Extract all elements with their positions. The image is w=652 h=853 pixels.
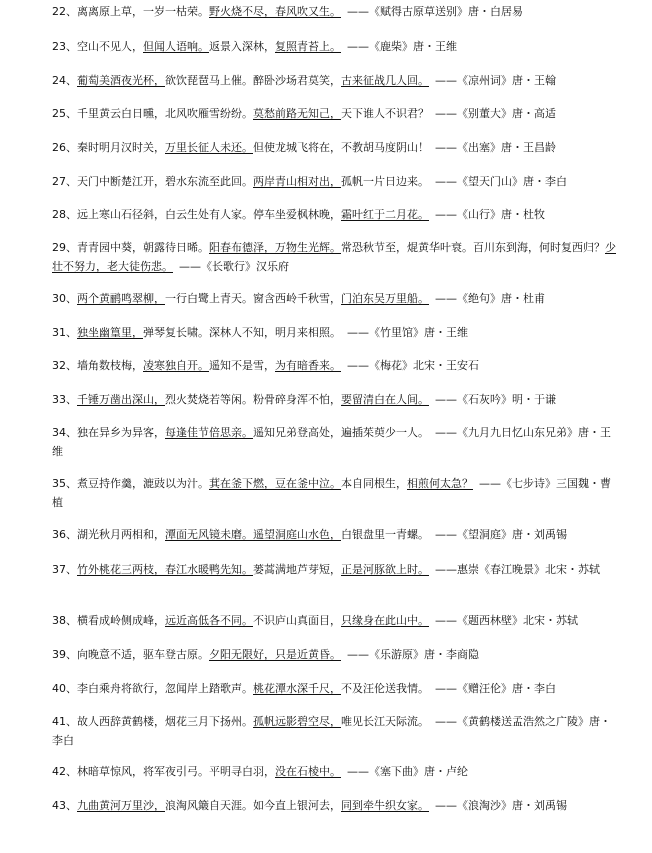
underlined-line: 凌寒独自开。 bbox=[143, 359, 209, 372]
underlined-line: 独坐幽篁里， bbox=[77, 326, 143, 339]
underlined-line: 远近高低各不同。 bbox=[165, 614, 253, 627]
poem-number: 30、 bbox=[52, 292, 77, 305]
poem-source: ——《塞下曲》唐・卢纶 bbox=[347, 765, 468, 778]
poem-number: 34、 bbox=[52, 426, 77, 439]
poem-source: ——《竹里馆》唐・王维 bbox=[347, 326, 468, 339]
underlined-line: 遥望洞庭山水色， bbox=[253, 528, 341, 541]
poem-number: 23、 bbox=[52, 40, 77, 53]
poem-text: 常恐秋节至，焜黄华叶衰。百川东到海，何时复西归？ bbox=[341, 241, 605, 254]
poem-number: 29、 bbox=[52, 241, 77, 254]
poem-number: 40、 bbox=[52, 682, 77, 695]
underlined-line: 潭面无风镜未磨。 bbox=[165, 528, 253, 541]
underlined-line: 正是河豚欲上时。 bbox=[341, 563, 429, 576]
poem-source: ——《凉州词》唐・王翰 bbox=[435, 74, 556, 87]
poem-text: 天门中断楚江开，碧水东流至此回。 bbox=[77, 175, 253, 188]
poem-entry bbox=[52, 289, 618, 308]
poem-text: 遥知不是雪， bbox=[209, 359, 275, 372]
poem-text: 独在异乡为异客， bbox=[77, 426, 165, 439]
underlined-line: 两岸青山相对出， bbox=[253, 175, 341, 188]
underlined-line: 阳春布德泽，万物生光辉。 bbox=[209, 241, 341, 254]
underlined-line: 复照青苔上。 bbox=[275, 40, 341, 53]
poem-text: 但使龙城飞将在，不教胡马度阴山！ bbox=[253, 141, 429, 154]
underlined-line: 古来征战几人回。 bbox=[341, 74, 429, 87]
poem-entry bbox=[52, 525, 618, 544]
underlined-line: 相煎何太急？ bbox=[407, 477, 473, 490]
underlined-line: 孤帆远影碧空尽， bbox=[253, 715, 341, 728]
poem-number: 27、 bbox=[52, 175, 77, 188]
poem-text: 一行白鹭上青天。窗含西岭千秋雪， bbox=[165, 292, 341, 305]
poem-text: 不识庐山真面目， bbox=[253, 614, 341, 627]
poem-text: 欲饮琵琶马上催。醉卧沙场君莫笑， bbox=[165, 74, 341, 87]
poem-source: ——《望天门山》唐・李白 bbox=[435, 175, 567, 188]
underlined-line: 只缘身在此山中。 bbox=[341, 614, 429, 627]
poem-text: 弹琴复长啸。深林人不知，明月来相照。 bbox=[143, 326, 341, 339]
underlined-line: 春江水暖鸭先知。 bbox=[165, 563, 253, 576]
poem-number: 28、 bbox=[52, 208, 77, 221]
poem-entry bbox=[52, 762, 618, 781]
poem-text: 空山不见人， bbox=[77, 40, 143, 53]
poem-number: 33、 bbox=[52, 393, 77, 406]
poem-text: 烈火焚烧若等闲。粉骨碎身浑不怕， bbox=[165, 393, 341, 406]
underlined-line: 霜叶红于二月花。 bbox=[341, 208, 429, 221]
poem-entry bbox=[52, 796, 618, 815]
underlined-line: 葡萄美酒夜光杯， bbox=[77, 74, 165, 87]
underlined-line: 没在石棱中。 bbox=[275, 765, 341, 778]
poem-text: 蒌蒿满地芦芽短， bbox=[253, 563, 341, 576]
poem-entry bbox=[52, 104, 618, 123]
poem-source: ——《鹿柴》唐・王维 bbox=[347, 40, 457, 53]
poem-entry bbox=[52, 205, 618, 224]
poem-entry bbox=[52, 37, 618, 56]
poem-number: 37、 bbox=[52, 563, 77, 576]
poem-text: 青青园中葵，朝露待日晞。 bbox=[77, 241, 209, 254]
poem-number: 24、 bbox=[52, 74, 77, 87]
poem-text: 浪淘风簸自天涯。如今直上银河去， bbox=[165, 799, 341, 812]
poem-entry bbox=[52, 560, 618, 579]
poem-entry bbox=[52, 390, 618, 409]
poem-number: 22、 bbox=[52, 5, 77, 18]
poem-number: 43、 bbox=[52, 799, 77, 812]
underlined-line: 千锤万凿出深山， bbox=[77, 393, 165, 406]
poem-number: 42、 bbox=[52, 765, 77, 778]
poem-entry bbox=[52, 679, 618, 698]
poem-text: 墙角数枝梅， bbox=[77, 359, 143, 372]
poem-text: 白银盘里一青螺。 bbox=[341, 528, 429, 541]
poem-entry bbox=[52, 71, 618, 90]
poem-text: 向晚意不适，驱车登古原。 bbox=[77, 648, 209, 661]
poem-text: 故人西辞黄鹤楼，烟花三月下扬州。 bbox=[77, 715, 253, 728]
poem-entry bbox=[52, 645, 618, 664]
poem-source: ——《赠汪伦》唐・李白 bbox=[435, 682, 556, 695]
poem-source: ——《出塞》唐・王昌龄 bbox=[435, 141, 556, 154]
underlined-line: 竹外桃花三两枝， bbox=[77, 563, 165, 576]
poem-source: ——《乐游原》唐・李商隐 bbox=[347, 648, 479, 661]
poem-number: 39、 bbox=[52, 648, 77, 661]
poem-text: 离离原上草，一岁一枯荣。 bbox=[77, 5, 209, 18]
poem-text: 横看成岭侧成峰， bbox=[77, 614, 165, 627]
underlined-line: 万里长征人未还。 bbox=[165, 141, 253, 154]
poem-number: 36、 bbox=[52, 528, 77, 541]
poem-source: ——《别董大》唐・高适 bbox=[435, 107, 556, 120]
poem-text: 遥知兄弟登高处，遍插茱萸少一人。 bbox=[253, 426, 429, 439]
poem-number: 32、 bbox=[52, 359, 77, 372]
poem-entry bbox=[52, 474, 618, 512]
poem-entry bbox=[52, 238, 618, 276]
underlined-line: 桃花潭水深千尺， bbox=[253, 682, 341, 695]
poem-entry bbox=[52, 172, 618, 191]
poem-text: 林暗草惊风，将军夜引弓。平明寻白羽， bbox=[77, 765, 275, 778]
underlined-line: 为有暗香来。 bbox=[275, 359, 341, 372]
poem-number: 25、 bbox=[52, 107, 77, 120]
poem-source: ——《梅花》北宋・王安石 bbox=[347, 359, 479, 372]
poem-text: 秦时明月汉时关， bbox=[77, 141, 165, 154]
poem-entry bbox=[52, 2, 618, 21]
poem-source: ——《题西林壁》北宋・苏轼 bbox=[435, 614, 578, 627]
underlined-line: 莫愁前路无知己， bbox=[253, 107, 341, 120]
underlined-line: 每逢佳节倍思亲。 bbox=[165, 426, 253, 439]
poem-entry bbox=[52, 138, 618, 157]
poem-text: 本自同根生， bbox=[341, 477, 407, 490]
poem-number: 35、 bbox=[52, 477, 77, 490]
poem-entry bbox=[52, 423, 618, 461]
poem-text: 孤帆一片日边来。 bbox=[341, 175, 429, 188]
poem-source: ——《山行》唐・杜牧 bbox=[435, 208, 545, 221]
underlined-line: 九曲黄河万里沙， bbox=[77, 799, 165, 812]
poem-text: 煮豆持作羹，漉豉以为汁。 bbox=[77, 477, 209, 490]
poem-text: 天下谁人不识君？ bbox=[341, 107, 429, 120]
underlined-line: 野火烧不尽，春风吹又生。 bbox=[209, 5, 341, 18]
poem-entry bbox=[52, 323, 618, 342]
poem-text: 湖光秋月两相和， bbox=[77, 528, 165, 541]
poem-source: ——《赋得古原草送别》唐・白居易 bbox=[347, 5, 523, 18]
poem-source: ——《绝句》唐・杜甫 bbox=[435, 292, 545, 305]
poem-source: ——《石灰吟》明・于谦 bbox=[435, 393, 556, 406]
poem-text: 千里黄云白日曛，北风吹雁雪纷纷。 bbox=[77, 107, 253, 120]
poem-number: 26、 bbox=[52, 141, 77, 154]
underlined-line: 两个黄鹂鸣翠柳， bbox=[77, 292, 165, 305]
poem-text: 返景入深林， bbox=[209, 40, 275, 53]
poem-entry bbox=[52, 356, 618, 375]
underlined-line: 要留清白在人间。 bbox=[341, 393, 429, 406]
underlined-line: 夕阳无限好，只是近黄昏。 bbox=[209, 648, 341, 661]
poem-source: ——《长歌行》汉乐府 bbox=[179, 260, 289, 273]
poem-number: 41、 bbox=[52, 715, 77, 728]
poem-number: 31、 bbox=[52, 326, 77, 339]
poem-source: ——《望洞庭》唐・刘禹锡 bbox=[435, 528, 567, 541]
poem-text: 唯见长江天际流。 bbox=[341, 715, 429, 728]
underlined-line: 但闻人语响。 bbox=[143, 40, 209, 53]
poem-source: ——《九月九日忆山东兄弟》唐・王维 bbox=[52, 426, 611, 458]
poem-source: ——《浪淘沙》唐・刘禹锡 bbox=[435, 799, 567, 812]
underlined-line: 少壮不努力，老大徒伤悲。 bbox=[52, 241, 616, 273]
underlined-line: 门泊东吴万里船。 bbox=[341, 292, 429, 305]
poem-entry bbox=[52, 712, 618, 750]
poem-source: ——惠崇《春江晚景》北宋・苏轼 bbox=[435, 563, 600, 576]
underlined-line: 同到牵牛织女家。 bbox=[341, 799, 429, 812]
poem-text: 不及汪伦送我情。 bbox=[341, 682, 429, 695]
poem-entry bbox=[52, 611, 618, 630]
poem-source: ——《黄鹤楼送孟浩然之广陵》唐・李白 bbox=[52, 715, 611, 747]
underlined-line: 萁在釜下燃，豆在釜中泣。 bbox=[209, 477, 341, 490]
poem-text: 李白乘舟将欲行，忽闻岸上踏歌声。 bbox=[77, 682, 253, 695]
poem-text: 远上寒山石径斜，白云生处有人家。停车坐爱枫林晚， bbox=[77, 208, 341, 221]
poem-source: ——《七步诗》三国魏・曹植 bbox=[52, 477, 611, 509]
poem-number: 38、 bbox=[52, 614, 77, 627]
